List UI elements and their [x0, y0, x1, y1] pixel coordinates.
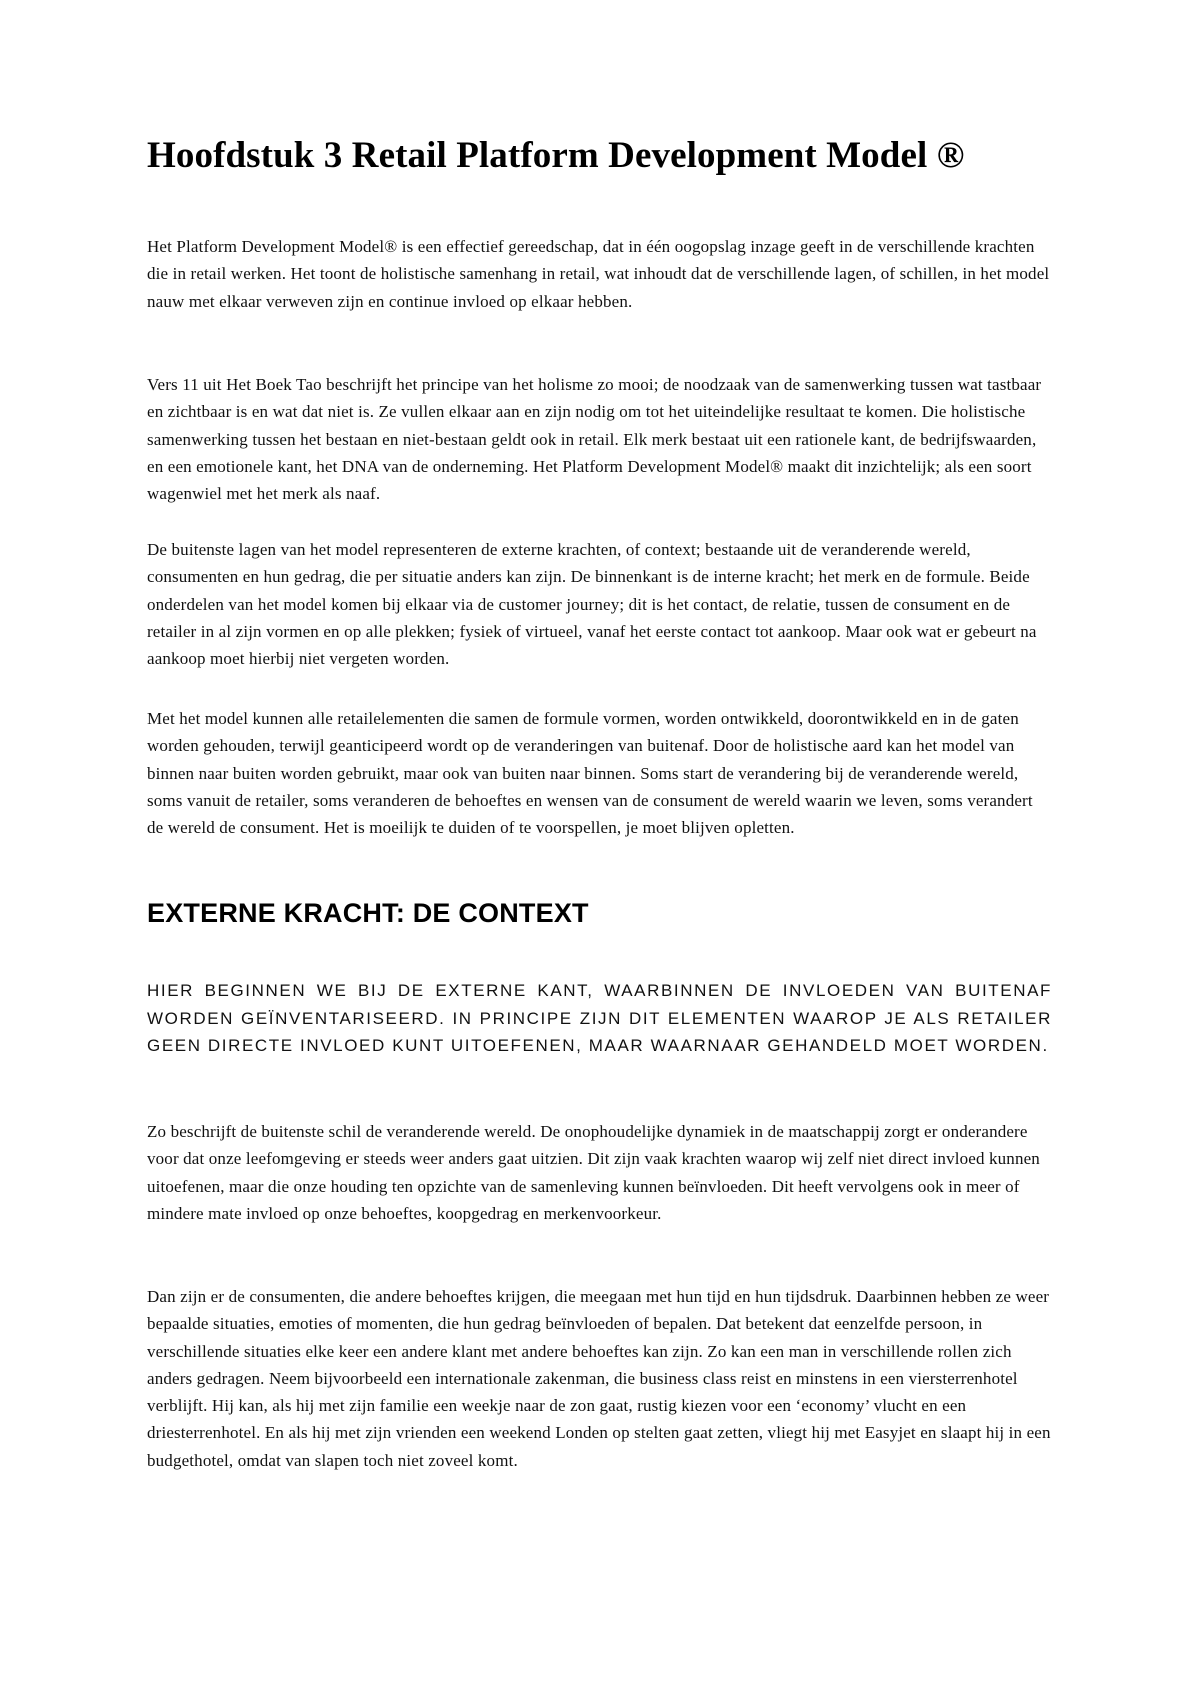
paragraph-model-usage: Met het model kunnen alle retailelementen die samen de formule vormen, worden ontwikkeld, doorontwikkeld en in de gaten worden gehouden, terwijl geanticipeerd wordt op de veranderingen van buitenaf. Door de holistische aard kan het model van binnen naar buiten worden gebruikt, maar ook van buiten naar binnen. Soms start de verandering bij de veranderende wereld, soms vanuit de retailer, soms veranderen de behoeftes en wensen van de consument de wereld waarin we leven, soms verandert de wereld de consument. Het is moeilijk te duiden of te voorspellen, je moet blijven opletten.: [147, 709, 1033, 838]
paragraph-intro-model: Het Platform Development Model® is een effectief gereedschap, dat in één oogopslag inzage geeft in de verschillende krachten die in retail werken. Het toont de holistische samenhang in retail, wat inhoudt dat de verschillende lagen, of schillen, in het model nauw met elkaar verweven zijn en continue invloed op elkaar hebben.: [147, 237, 1050, 311]
page-title: Hoofdstuk 3 Retail Platform Development Model ®: [147, 135, 965, 176]
section-heading-external-context: EXTERNE KRACHT: DE CONTEXT: [147, 898, 589, 928]
section-intro-caps: HIER BEGINNEN WE BIJ DE EXTERNE KANT, WAARBINNEN DE INVLOEDEN VAN BUITENAF WORDEN GEÏNVENTARISEERD. IN PRINCIPE ZIJN DIT ELEMENTEN WAAROP JE ALS RETAILER GEEN DIRECTE INVLOED KUNT UITOEFENEN, MAAR WAARNAAR GEHANDELD MOET WORDEN.: [147, 981, 1052, 1056]
paragraph-tao-holism: Vers 11 uit Het Boek Tao beschrijft het principe van het holisme zo mooi; de noodzaak van de samenwerking tussen wat tastbaar en zichtbaar is en wat dat niet is. Ze vullen elkaar aan en zijn nodig om tot het uiteindelijke resultaat te komen. Die holistische samenwerking tussen het bestaan en niet-bestaan geldt ook in retail. Elk merk bestaat uit een rationele kant, de bedrijfswaarden, en een emotionele kant, het DNA van de onderneming. Het Platform Development Model® maakt dit inzichtelijk; als een soort wagenwiel met het merk als naaf.: [147, 375, 1042, 504]
paragraph-changing-world: Zo beschrijft de buitenste schil de veranderende wereld. De onophoudelijke dynamiek in de maatschappij zorgt er onderandere voor dat onze leefomgeving er steeds weer anders gaat uitzien. Dit zijn vaak krachten waarop wij zelf niet direct invloed kunnen uitoefenen, maar die onze houding ten opzichte van de samenleving kunnen beïnvloeden. Dit heeft vervolgens ook in meer of mindere mate invloed op onze behoeftes, koopgedrag en merkenvoorkeur.: [147, 1122, 1040, 1223]
paragraph-external-internal: De buitenste lagen van het model representeren de externe krachten, of context; bestaande uit de veranderende wereld, consumenten en hun gedrag, die per situatie anders kan zijn. De binnenkant is de interne kracht; het merk en de formule. Beide onderdelen van het model komen bij elkaar via de customer journey; dit is het contact, de relatie, tussen de consument en de retailer in al zijn vormen en op alle plekken; fysiek of virtueel, vanaf het eerste contact tot aankoop. Maar ook wat er gebeurt na aankoop moet hierbij niet vergeten worden.: [147, 540, 1037, 669]
paragraph-consumers: Dan zijn er de consumenten, die andere behoeftes krijgen, die meegaan met hun tijd en hun tijdsdruk. Daarbinnen hebben ze weer bepaalde situaties, emoties of momenten, die hun gedrag beïnvloeden of bepalen. Dat betekent dat eenzelfde persoon, in verschillende situaties elke keer een andere klant met andere behoeftes kan zijn. Zo kan een man in verschillende rollen zich anders gedragen. Neem bijvoorbeeld een internationale zakenman, die business class reist en minstens in een viersterrenhotel verblijft. Hij kan, als hij met zijn familie een weekje naar de zon gaat, rustig kiezen voor een ‘economy’ vlucht en een driesterrenhotel. En als hij met zijn vrienden een weekend Londen op stelten gaat zetten, vliegt hij met Easyjet en slaapt hij in een budgethotel, omdat van slapen toch niet zoveel komt.: [147, 1287, 1051, 1470]
